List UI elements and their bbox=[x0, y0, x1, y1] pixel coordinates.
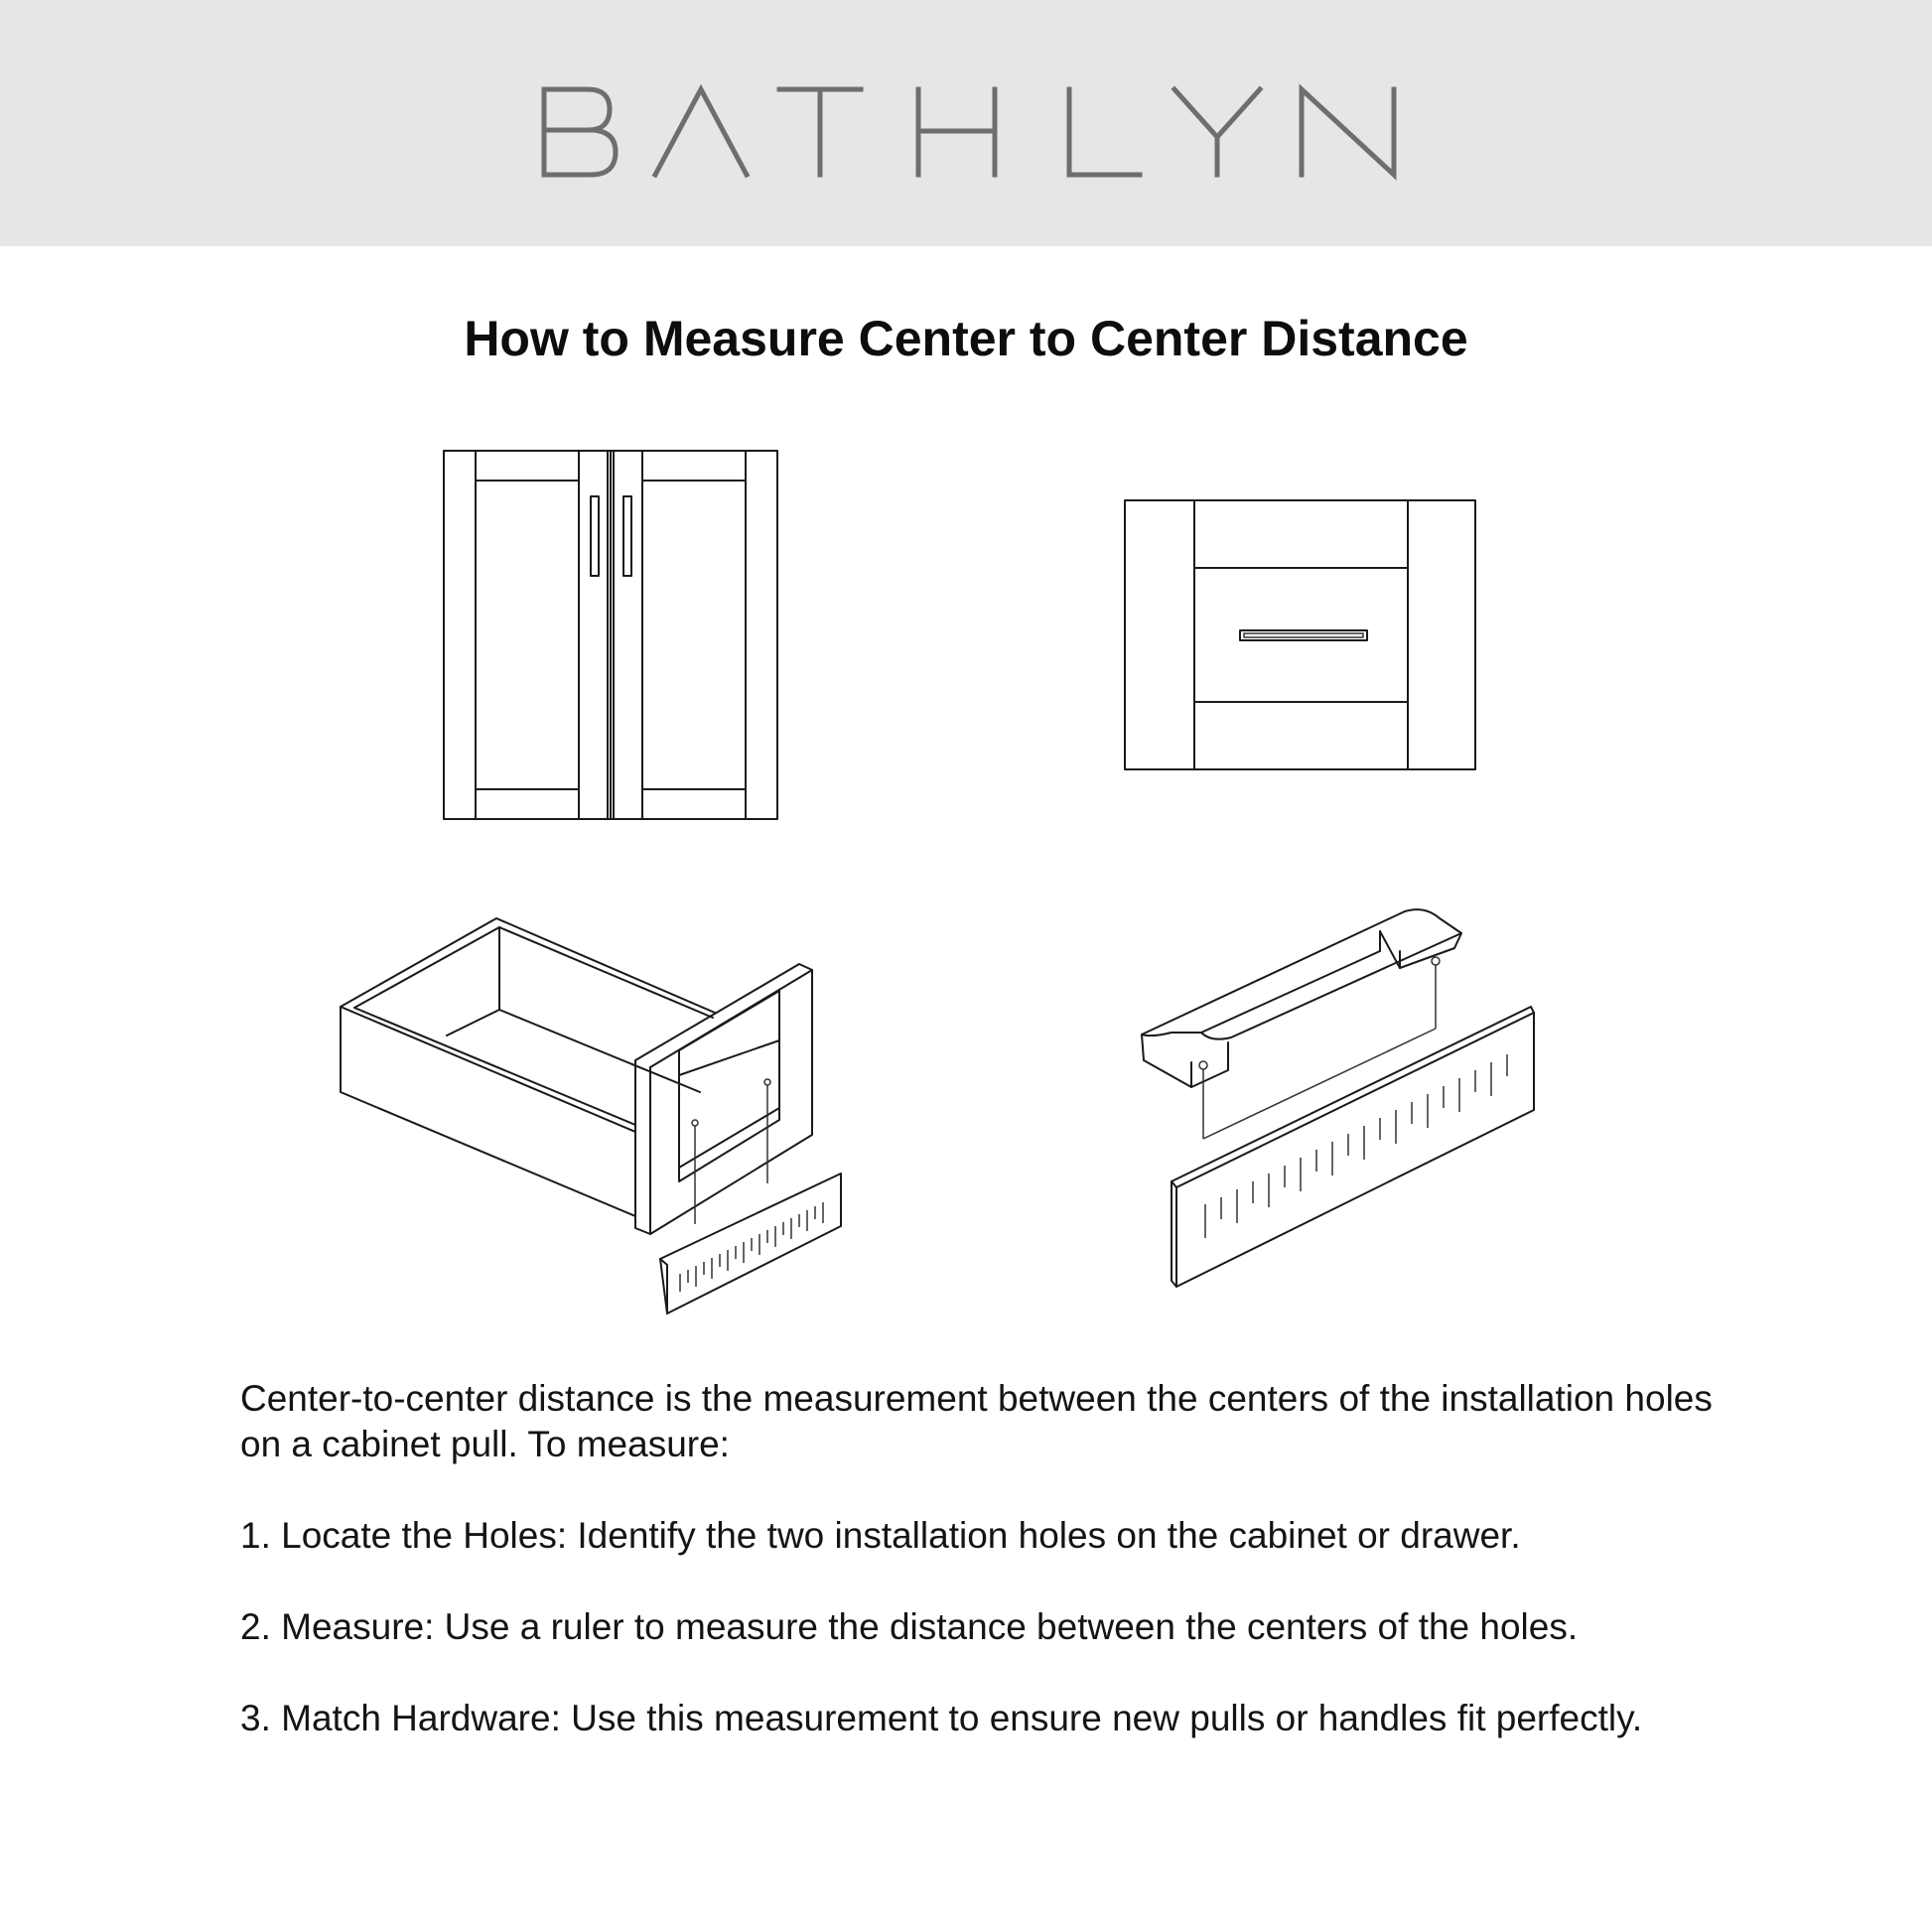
brand-header bbox=[0, 0, 1932, 246]
illustrations bbox=[0, 427, 1932, 1320]
description-intro: Center-to-center distance is the measurement between the centers of the installation holes on a cabinet pull. To measure: bbox=[240, 1378, 1713, 1464]
drawer-front bbox=[1125, 500, 1475, 769]
door-handle-left bbox=[591, 496, 599, 576]
step-3: 3. Match Hardware: Use this measurement to ensure new pulls or handles fit perfectly. bbox=[240, 1698, 1643, 1738]
description bbox=[240, 1376, 1749, 1787]
page-title: How to Measure Center to Center Distance bbox=[464, 311, 1468, 366]
double-door-cabinet bbox=[444, 451, 777, 819]
brand-logo bbox=[0, 0, 1932, 246]
step-1: 1. Locate the Holes: Identify the two installation holes on the cabinet or drawer. bbox=[240, 1515, 1521, 1556]
pull-handle-with-ruler bbox=[1142, 909, 1534, 1287]
door-handle-right bbox=[623, 496, 631, 576]
step-2: 2. Measure: Use a ruler to measure the distance between the centers of the holes. bbox=[240, 1606, 1579, 1647]
drawer-handle bbox=[1240, 630, 1367, 640]
drawer-box-with-ruler bbox=[341, 918, 841, 1313]
